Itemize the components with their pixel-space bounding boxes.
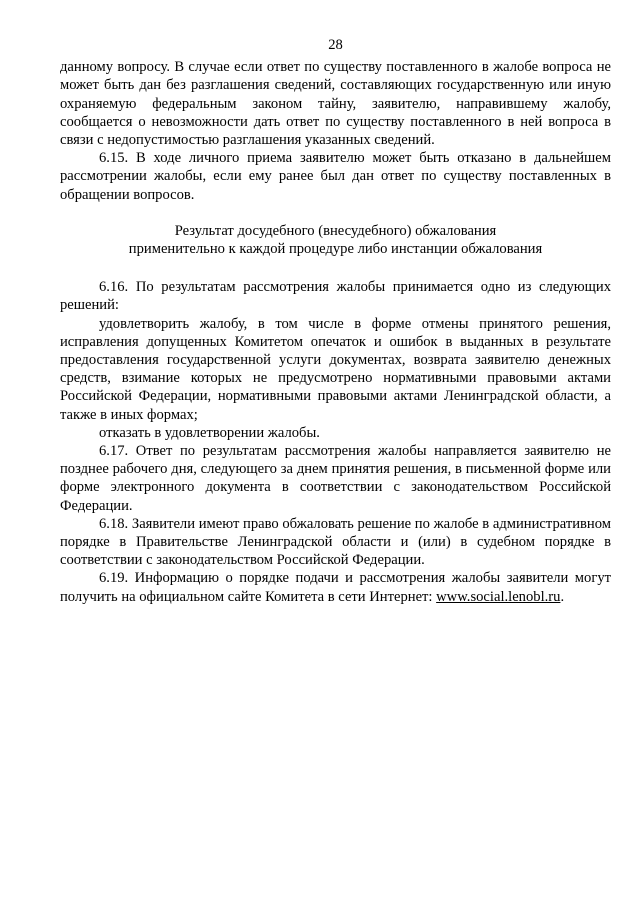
paragraph-decision-satisfy: удовлетворить жалобу, в том числе в форме отмены принятого решения, исправления допущенных Комитетом опечаток и ошибок в выданных в результате предоставления государственной услуги документах, возврата заявителю денежных средств, взимание которых не предусмотрено нормативными правовыми актами Российской Федерации, нормативными правовыми актами Ленинградской области, а также в иных формах; <box>60 315 611 423</box>
paragraph-6-19 <box>60 569 611 605</box>
paragraph-6-19-text: 6.19. Информацию о порядке подачи и рассмотрения жалобы заявители могут получить на официальном сайте Комитета в сети Интернет: <box>60 570 611 605</box>
section-heading-line-2: применительно к каждой процедуре либо инстанции обжалования <box>128 241 543 258</box>
paragraph-6-17: 6.17. Ответ по результатам рассмотрения жалобы направляется заявителю не позднее рабочего дня, следующего за днем принятия решения, в письменной форме или форме электронного документа в соответствии с законодательством Российской Федерации. <box>60 443 611 514</box>
paragraph-6-19-suffix: . <box>560 588 565 605</box>
document-page <box>60 36 611 606</box>
paragraph-6-15: 6.15. В ходе личного приема заявителю может быть отказано в дальнейшем рассмотрении жалобы, если ему ранее был дан ответ по существу поставленных в обращении вопросов. <box>60 150 611 203</box>
section-heading <box>60 222 611 258</box>
paragraph-continuation: данному вопросу. В случае если ответ по существу поставленного в жалобе вопроса не может быть дан без разглашения сведений, составляющих государственную или иную охраняемую федеральным законом тайну, заявителю, направившему жалобу, сообщается о невозможности дать ответ по существу поставленного в ней вопроса в связи с недопустимостью разглашения указанных сведений. <box>60 59 611 149</box>
page-number: 28 <box>328 37 343 53</box>
website-link[interactable]: www.social.lenobl.ru <box>436 588 561 605</box>
paragraph-6-16: 6.16. По результатам рассмотрения жалобы принимается одно из следующих решений: <box>60 279 611 314</box>
paragraph-decision-refuse: отказать в удовлетворении жалобы. <box>99 424 320 441</box>
section-heading-line-1: Результат досудебного (внесудебного) обжалования <box>174 222 497 239</box>
paragraph-6-18: 6.18. Заявители имеют право обжаловать решение по жалобе в административном порядке в Правительстве Ленинградской области и (или) в судебном порядке в соответствии с законодательством Российской Федерации. <box>60 515 611 569</box>
